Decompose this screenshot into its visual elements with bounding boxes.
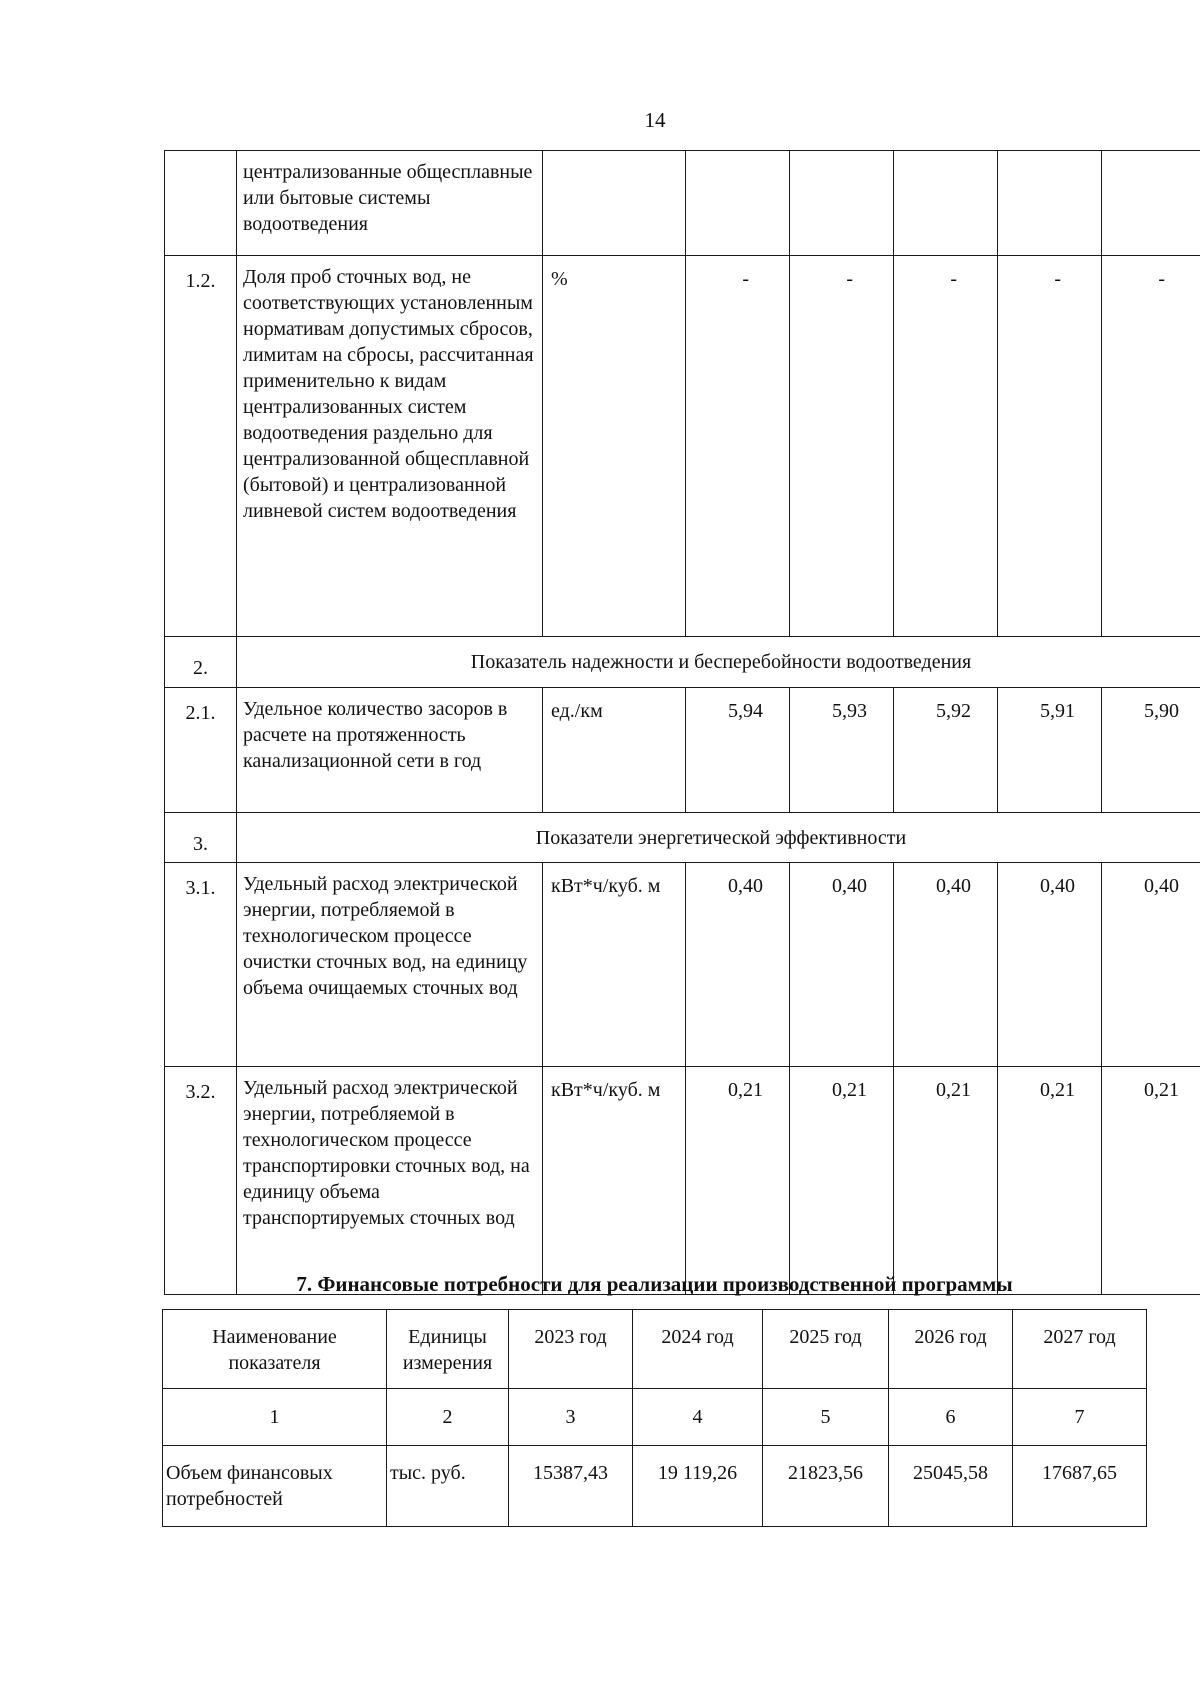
value-cell: [894, 151, 998, 256]
value-cell: 0,21: [1102, 1067, 1200, 1295]
value-cell: -: [998, 256, 1102, 637]
row-number-cell: 3.2.: [165, 1067, 237, 1295]
finance-value-cell: 19 119,26: [633, 1446, 763, 1527]
unit-cell: [543, 151, 686, 256]
value-cell: [998, 151, 1102, 256]
value-cell: 0,21: [790, 1067, 894, 1295]
column-header: Единицы измерения: [387, 1310, 509, 1389]
column-index-row: [163, 1389, 1147, 1446]
column-header: 2027 год: [1013, 1310, 1147, 1389]
value-cell: 0,40: [790, 863, 894, 1067]
finance-value-cell: 15387,43: [509, 1446, 633, 1527]
finance-value-cell: 17687,65: [1013, 1446, 1147, 1527]
value-cell: 0,40: [894, 863, 998, 1067]
indicator-name-cell: централизованные общесплавные или бытовые системы водоотведения: [237, 151, 543, 256]
value-cell: 0,21: [686, 1067, 790, 1295]
section-title-cell: Показатели энергетической эффективности: [237, 813, 1200, 863]
column-header: 2025 год: [763, 1310, 889, 1389]
value-cell: 0,21: [894, 1067, 998, 1295]
value-cell: [790, 151, 894, 256]
indicator-name-cell: Удельный расход электрической энергии, потребляемой в технологическом процессе очистки сточных вод, на единицу объема очищаемых сточных вод: [237, 863, 543, 1067]
column-index: 6: [889, 1389, 1013, 1446]
value-cell: -: [686, 256, 790, 637]
indicator-name-cell: Доля проб сточных вод, не соответствующих установленным нормативам допустимых сбросов, лимитам на сбросы, рассчитанная применительно к видам централизованных систем водоотведения раздельно для централизованной общесплавной (бытовой) и централизованной ливневой систем водоотведения: [237, 256, 543, 637]
section-row: [165, 813, 1200, 863]
table-row: [165, 256, 1200, 637]
column-index: 3: [509, 1389, 633, 1446]
value-cell: 5,90: [1102, 688, 1200, 813]
indicator-name-cell: Удельное количество засоров в расчете на протяженность канализационной сети в год: [237, 688, 543, 813]
value-cell: 5,93: [790, 688, 894, 813]
finance-unit-cell: тыс. руб.: [387, 1446, 509, 1527]
row-number-cell: 1.2.: [165, 256, 237, 637]
section-row: [165, 637, 1200, 688]
value-cell: -: [790, 256, 894, 637]
row-number-cell: 3.: [165, 813, 237, 863]
table-row: [165, 688, 1200, 813]
value-cell: -: [1102, 256, 1200, 637]
section-title-cell: Показатель надежности и бесперебойности водоотведения: [237, 637, 1200, 688]
row-number-cell: 2.: [165, 637, 237, 688]
table-row: [165, 151, 1200, 256]
page-number: 14: [644, 108, 666, 132]
value-cell: 0,40: [1102, 863, 1200, 1067]
value-cell: 0,40: [686, 863, 790, 1067]
indicator-name-cell: Удельный расход электрической энергии, потребляемой в технологическом процессе транспортировки сточных вод, на единицу объема транспортируемых сточных вод: [237, 1067, 543, 1295]
value-cell: 5,92: [894, 688, 998, 813]
column-header: Наименование показателя: [163, 1310, 387, 1389]
column-index: 2: [387, 1389, 509, 1446]
finance-value-cell: 25045,58: [889, 1446, 1013, 1527]
column-index: 1: [163, 1389, 387, 1446]
table-row: [165, 1067, 1200, 1295]
value-cell: 0,40: [998, 863, 1102, 1067]
unit-cell: кВт*ч/куб. м: [543, 1067, 686, 1295]
column-header: 2026 год: [889, 1310, 1013, 1389]
value-cell: 5,91: [998, 688, 1102, 813]
column-index: 4: [633, 1389, 763, 1446]
value-cell: 0,21: [998, 1067, 1102, 1295]
indicators-table: [164, 150, 1200, 1295]
column-index: 7: [1013, 1389, 1147, 1446]
finance-value-cell: 21823,56: [763, 1446, 889, 1527]
unit-cell: кВт*ч/куб. м: [543, 863, 686, 1067]
finance-table: [162, 1309, 1147, 1527]
column-index: 5: [763, 1389, 889, 1446]
value-cell: -: [894, 256, 998, 637]
unit-cell: %: [543, 256, 686, 637]
table-header-row: [163, 1310, 1147, 1389]
table-row: [163, 1446, 1147, 1527]
row-number-cell: 3.1.: [165, 863, 237, 1067]
unit-cell: ед./км: [543, 688, 686, 813]
finance-name-cell: Объем финансовых потребностей: [163, 1446, 387, 1527]
value-cell: [686, 151, 790, 256]
row-number-cell: 2.1.: [165, 688, 237, 813]
table-row: [165, 863, 1200, 1067]
column-header: 2023 год: [509, 1310, 633, 1389]
finance-section-title: 7. Финансовые потребности для реализации производственной программы: [296, 1272, 1013, 1296]
value-cell: 5,94: [686, 688, 790, 813]
row-number-cell: [165, 151, 237, 256]
value-cell: [1102, 151, 1200, 256]
column-header: 2024 год: [633, 1310, 763, 1389]
